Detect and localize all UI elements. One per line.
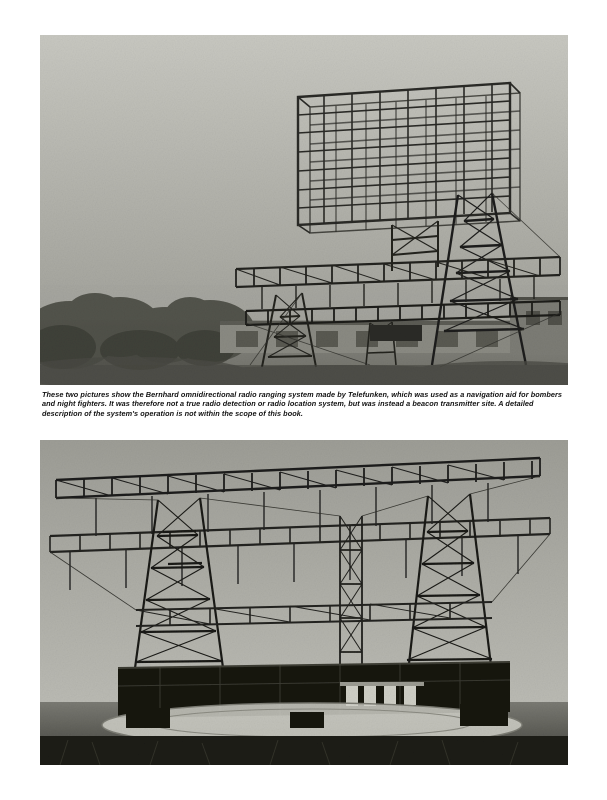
bottom-photograph-image <box>40 440 568 765</box>
bottom-photograph <box>40 440 568 765</box>
top-photograph <box>40 35 568 385</box>
top-photograph-image <box>40 35 568 385</box>
figure-caption: These two pictures show the Bernhard omnidirectional radio ranging system made by Telefunken, which was used as a navigation aid for bombers and night fighters. It was therefore not a true radio detection or radio location system, but was instead a beacon transmitter site. A detailed description of the system's operation is not within the scope of this book. <box>42 390 563 418</box>
